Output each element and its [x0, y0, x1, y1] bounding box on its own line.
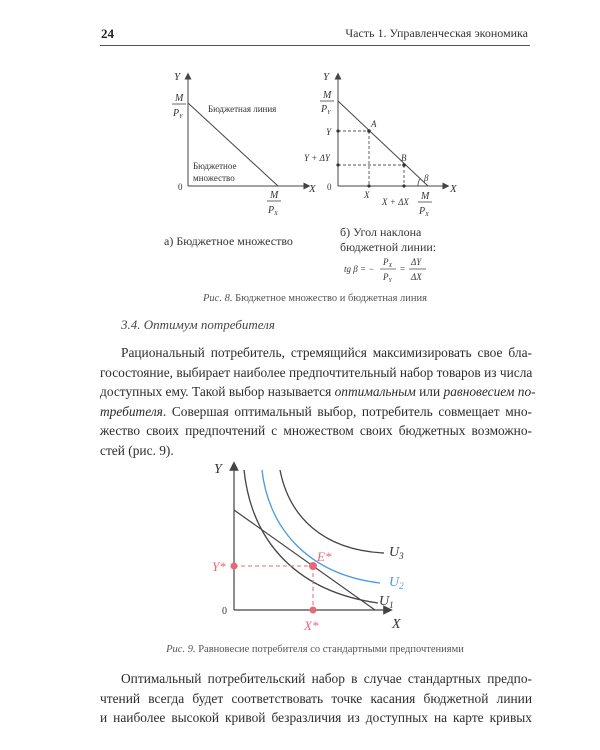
- fig9-label-u3: $U_3$: [389, 545, 404, 561]
- fig8a-y-int-num: M: [175, 93, 184, 104]
- fig9-axis-y-label: Y: [214, 462, 222, 477]
- fig8b-formula-den2: ΔX: [411, 272, 422, 282]
- fig8b-point-b-dot: [402, 163, 406, 167]
- fig8b-formula-lhs: tg β = −: [344, 264, 375, 274]
- fig8b-angle: β: [424, 173, 429, 183]
- para1-line-3a: доступных ему. Такой выбор называется: [100, 384, 335, 399]
- fig8b-y-int-den: $P_Y$: [321, 104, 331, 116]
- fig8a-line-label: Бюджетная линия: [208, 104, 277, 114]
- fig8a-set-label-1: Бюджетное: [193, 161, 237, 171]
- fig8a-set-label-2: множество: [193, 173, 235, 183]
- fig9-caption-label: Рис. 9.: [166, 644, 196, 655]
- fig9-point-x: [310, 607, 317, 614]
- fig9-equilibrium-chart: [212, 462, 404, 633]
- para1-line-3c: или: [415, 384, 444, 399]
- fig8b-x-tick-1: X: [364, 190, 370, 200]
- fig8b-y-int-num: M: [323, 90, 332, 101]
- para1-line-4: [100, 402, 532, 422]
- fig8b-point-a: A: [371, 119, 377, 129]
- fig8b-point-a-dot: [367, 129, 371, 133]
- fig8b-formula-den1: $P_Y$: [383, 272, 392, 284]
- fig9-curve-u3: [280, 470, 384, 553]
- fig8a-title: а) Бюджетное множество: [164, 234, 293, 248]
- fig8a-budget-set-chart: [164, 71, 317, 248]
- fig8b-x-int-num: M: [421, 191, 430, 202]
- fig9-y-star: Y*: [212, 559, 226, 574]
- page-number: 24: [101, 26, 114, 41]
- fig9-origin: 0: [222, 606, 227, 617]
- fig8a-origin: 0: [178, 182, 183, 192]
- fig8a-x-int-den: $P_X$: [268, 205, 278, 217]
- figure-8: [0, 60, 600, 295]
- fig8b-title-2: бюджетной линии:: [340, 240, 437, 254]
- fig9-budget-line: [234, 510, 375, 610]
- para2-line-1: Оптимальный потребительский набор в случае стандартных предпо-: [121, 671, 532, 686]
- fig8b-y-tick-2: Y + ΔY: [304, 153, 330, 163]
- section-title: 3.4. Оптимум потребителя: [121, 317, 275, 332]
- fig9-curve-u1: [244, 470, 378, 603]
- fig9-point-e-label: E*: [317, 549, 332, 564]
- header-rule: [100, 45, 530, 46]
- fig8b-title-1: б) Угол наклона: [340, 225, 422, 239]
- fig8b-budget-line: [338, 101, 428, 186]
- fig8b-tick-x1: [367, 184, 370, 187]
- fig8b-tick-x2: [402, 184, 405, 187]
- fig8b-x-tick-2: X + ΔX: [382, 197, 409, 207]
- fig9-caption-text: Равновесие потребителя со стандартными предпочтениями: [198, 644, 464, 655]
- fig9-point-y: [231, 563, 238, 570]
- para2-line-2: чтений всегда будет соответствовать точке касания бюджетной линии: [100, 690, 532, 706]
- fig8b-formula-eq: =: [400, 264, 406, 274]
- fig8b-tick-y2: [336, 163, 339, 166]
- para1-line-4b: . Совершая оптимальный выбор, потребитель совмещает мно-: [162, 403, 532, 419]
- fig9-label-u1: $U_1$: [379, 594, 394, 610]
- fig8b-formula-num2: ΔY: [411, 257, 422, 267]
- fig8b-tick-y1: [336, 129, 339, 132]
- fig9-point-e: [309, 562, 317, 570]
- fig8b-x-int-den: $P_X$: [419, 206, 429, 218]
- para1-term-optimal: оптимальным: [334, 384, 416, 399]
- fig8b-origin: 0: [327, 182, 332, 192]
- para1-term-consumer: требителя: [100, 403, 163, 419]
- para1-line-1: Рациональный потребитель, стремящийся максимизировать свое бла-: [121, 345, 532, 360]
- fig8b-y-tick-1: Y: [326, 127, 332, 137]
- para1-line-3: [100, 382, 536, 402]
- paragraph-1: [100, 343, 536, 460]
- fig8a-x-int-num: M: [270, 190, 279, 201]
- figure-9: [0, 455, 600, 640]
- fig9-label-u2: $U_2$: [389, 575, 404, 591]
- fig8-caption-text: Бюджетное множество и бюджетная линия: [235, 293, 427, 304]
- fig8a-axis-x-label: X: [309, 183, 316, 195]
- para1-line-5: жество своих предпочтений с множеством своих бюджетных возможно-: [100, 423, 532, 438]
- para1-line-2: госостояние, выбирает наиболее предпочтительный набор товаров из числа: [100, 364, 533, 380]
- fig8b-formula-num1: $P_X$: [383, 257, 393, 269]
- para2-line-3: и наиболее высокой кривой безразличия из доступных на карте кривых: [100, 710, 532, 725]
- fig9-x-star: X*: [304, 618, 319, 633]
- fig8a-y-int-den: $P_Y$: [173, 108, 183, 120]
- para1-term-equilibrium: равновесием по-: [443, 384, 536, 399]
- fig8-caption-label: Рис. 8.: [203, 293, 233, 304]
- fig8b-angle-arc: [418, 179, 420, 186]
- fig8b-point-b: B: [401, 153, 407, 163]
- fig8b-axis-x-label: X: [450, 183, 457, 195]
- para1-line-6: стей (рис. 9).: [100, 442, 174, 458]
- fig9-caption: [100, 644, 530, 655]
- paragraph-2: [100, 669, 532, 728]
- fig9-axis-x-label: X: [392, 617, 401, 632]
- fig8-caption: [100, 293, 530, 304]
- running-title: Часть 1. Управленческая экономика: [345, 26, 528, 40]
- fig8a-axis-y-label: Y: [174, 71, 181, 83]
- fig8b-axis-y-label: Y: [323, 71, 330, 83]
- fig8b-slope-chart: [304, 71, 458, 284]
